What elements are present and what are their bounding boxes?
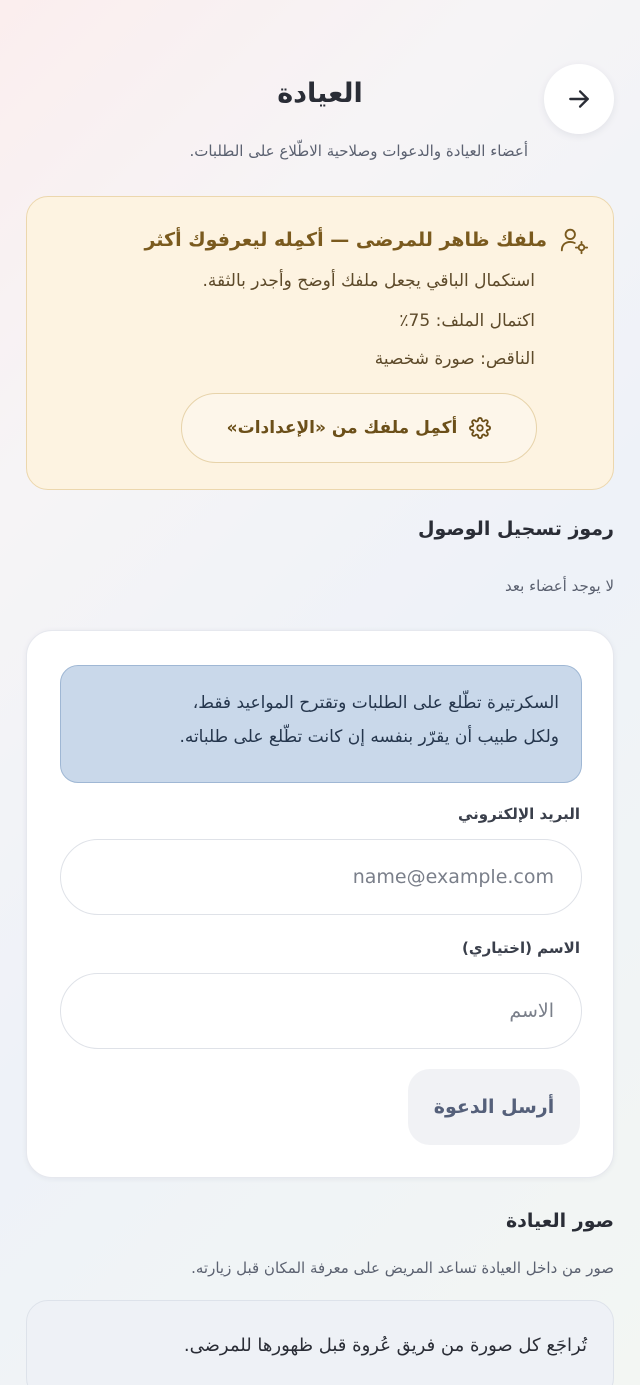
photo-review-text: تُراجَع كل صورة من فريق عُروة قبل ظهورها للمرضى. (183, 1335, 587, 1356)
profile-completion-value: اكتمال الملف: 75٪ (399, 311, 535, 331)
info-line-1: السكرتيرة تطّلع على الطلبات وتقترح المواعيد فقط، (192, 693, 559, 713)
send-invite-button[interactable]: أرسل الدعوة (408, 1069, 580, 1145)
profile-missing-items: الناقص: صورة شخصية (374, 349, 535, 369)
secretary-info-box (60, 665, 582, 783)
info-line-2: ولكل طبيب أن يقرّر بنفسه إن كانت تطّلع على طلباته. (179, 727, 559, 747)
invite-form-card (26, 630, 614, 1178)
email-input[interactable] (60, 839, 582, 915)
email-label: البريد الإلكتروني (458, 805, 580, 823)
profile-completion-card (26, 196, 614, 490)
clinic-photos-subtitle: صور من داخل العيادة تساعد المريض على معرفة المكان قبل زيارته. (191, 1259, 614, 1277)
page-subtitle: أعضاء العيادة والدعوات وصلاحية الاطّلاع على الطلبات. (189, 142, 528, 160)
name-input[interactable] (60, 973, 582, 1049)
access-codes-empty: لا يوجد أعضاء بعد (505, 577, 614, 595)
photo-review-note (26, 1300, 614, 1385)
gear-icon (469, 417, 491, 439)
user-gear-icon (559, 225, 589, 255)
page-title: العيادة (277, 78, 363, 109)
profile-card-title: ملفك ظاهر للمرضى — أكمِله ليعرفوك أكثر (144, 229, 547, 251)
name-label: الاسم (اختياري) (462, 939, 580, 957)
profile-card-header (144, 225, 589, 255)
clinic-photos-title: صور العيادة (505, 1210, 614, 1232)
access-codes-title: رموز تسجيل الوصول (418, 518, 614, 540)
profile-card-description: استكمال الباقي يجعل ملفك أوضح وأجدر بالثقة. (202, 271, 535, 291)
complete-profile-button[interactable] (181, 393, 537, 463)
complete-profile-button-label: أكمِل ملفك من «الإعدادات» (226, 418, 458, 438)
